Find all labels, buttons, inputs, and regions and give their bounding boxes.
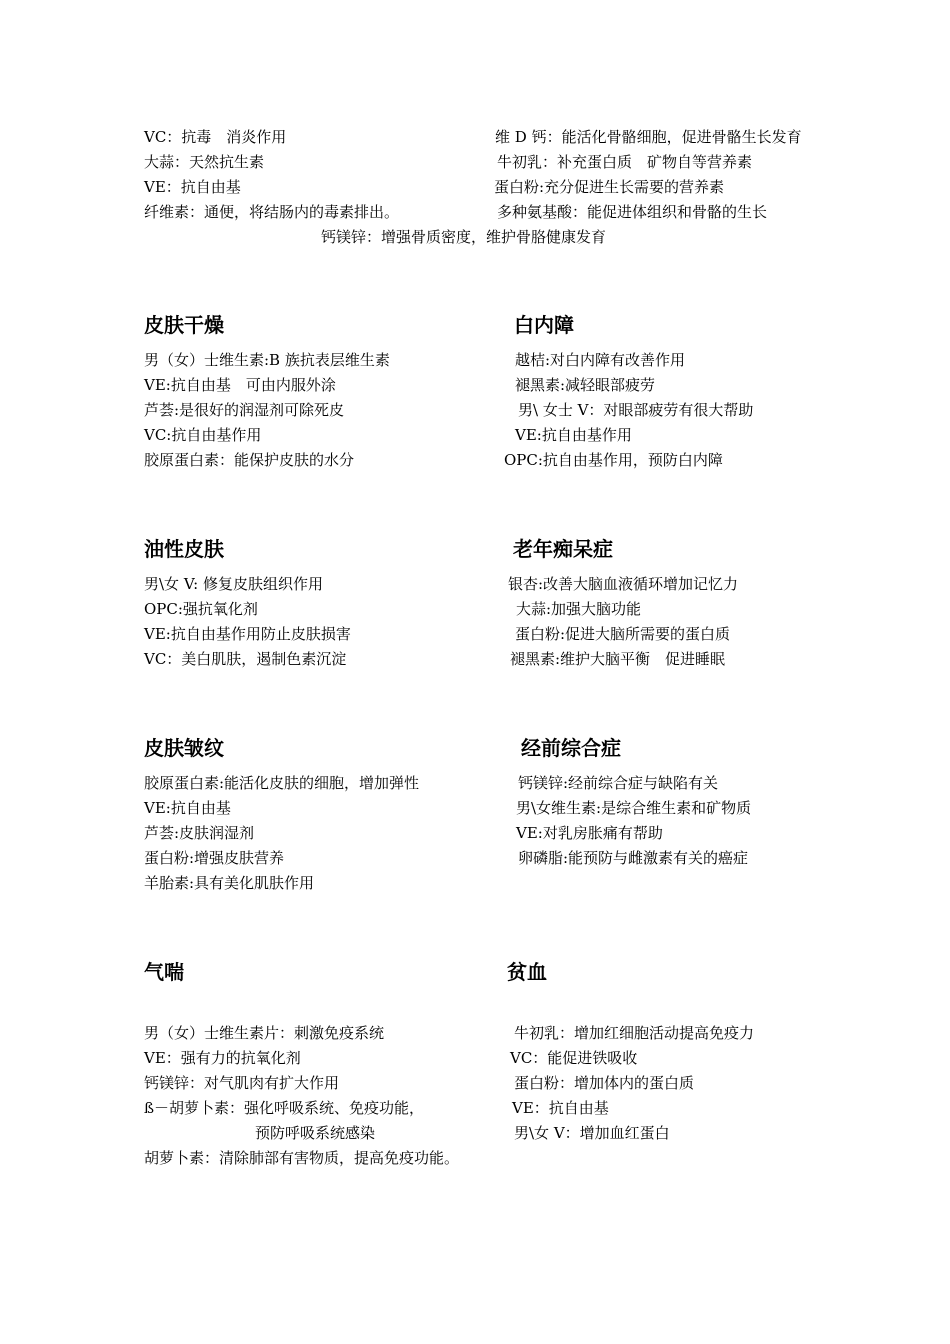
section-line: 胶原蛋白素：能保护皮肤的水分 — [144, 451, 355, 469]
section-heading: 白内障 — [514, 313, 574, 337]
section-line: 蛋白粉:促进大脑所需要的蛋白质 — [515, 625, 731, 643]
section-line: VE:对乳房胀痛有帮助 — [516, 824, 663, 842]
section-line: ß－胡萝卜素：强化呼吸系统、免疫功能， — [144, 1099, 425, 1117]
section-line: OPC:抗自由基作用，预防白内障 — [504, 451, 723, 469]
section-line: 大蒜:加强大脑功能 — [516, 600, 642, 618]
section-line: VC：美白肌肤，遏制色素沉淀 — [144, 650, 347, 668]
section-line: VC：能促进铁吸收 — [510, 1049, 638, 1067]
section-heading: 经前综合症 — [521, 736, 621, 760]
section-line: 男\女 V: 修复皮肤组织作用 — [144, 575, 323, 593]
intro-right-line: 维 D 钙：能活化骨骼细胞，促进骨骼生长发育 — [495, 128, 802, 146]
section-line: 蛋白粉:增强皮肤营养 — [144, 849, 285, 867]
section-line: 男（女）士维生素:B 族抗表层维生素 — [144, 351, 390, 369]
section-heading: 皮肤干燥 — [144, 313, 224, 337]
section-heading: 老年痴呆症 — [513, 537, 613, 561]
section-line: 羊胎素:具有美化肌肤作用 — [144, 874, 315, 892]
section-line: 牛初乳：增加红细胞活动提高免疫力 — [514, 1024, 755, 1042]
section-line: 钙镁锌：对气肌肉有扩大作用 — [144, 1074, 340, 1092]
intro-left-line: VE：抗自由基 — [144, 178, 241, 196]
section-line: 芦荟:是很好的润湿剂可除死皮 — [144, 401, 345, 419]
section-line: 芦荟:皮肤润湿剂 — [144, 824, 255, 842]
section-line: VE:抗自由基作用 — [515, 426, 632, 444]
intro-left-line: VC：抗毒 消炎作用 — [144, 128, 287, 146]
intro-right-line: 多种氨基酸：能促进体组织和骨骼的生长 — [497, 203, 768, 221]
section-line: 褪黑素:维护大脑平衡 促进睡眠 — [510, 650, 726, 668]
section-line: VE：强有力的抗氧化剂 — [144, 1049, 301, 1067]
section-line: VE：抗自由基 — [512, 1099, 609, 1117]
section-heading: 皮肤皱纹 — [144, 736, 224, 760]
section-line: 男\女 V：增加血红蛋白 — [514, 1124, 670, 1142]
intro-center-line: 钙镁锌：增强骨质密度，维护骨胳健康发育 — [321, 228, 607, 246]
section-heading: 气喘 — [144, 960, 184, 984]
section-line: VC:抗自由基作用 — [144, 426, 262, 444]
section-line: VE:抗自由基 可由内服外涂 — [144, 376, 336, 394]
section-line: VE:抗自由基 — [144, 799, 231, 817]
section-line: 越桔:对白内障有改善作用 — [515, 351, 686, 369]
section-line: OPC:强抗氧化剂 — [144, 600, 258, 618]
intro-right-line: 牛初乳：补充蛋白质 矿物自等营养素 — [497, 153, 753, 171]
section-line: 男（女）士维生素片：刺激免疫系统 — [144, 1024, 385, 1042]
section-line: VE:抗自由基作用防止皮肤损害 — [144, 625, 351, 643]
section-line: 褪黑素:减轻眼部疲劳 — [515, 376, 656, 394]
section-heading: 贫血 — [507, 960, 547, 984]
intro-right-line: 蛋白粉:充分促进生长需要的营养素 — [494, 178, 725, 196]
section-line: 男\女维生素:是综合维生素和矿物质 — [516, 799, 752, 817]
section-line: 银杏:改善大脑血液循环增加记忆力 — [508, 575, 739, 593]
section-line: 钙镁锌:经前综合症与缺陷有关 — [518, 774, 719, 792]
section-line: 预防呼吸系统感染 — [255, 1124, 376, 1142]
section-line: 卵磷脂:能预防与雌激素有关的癌症 — [518, 849, 749, 867]
intro-left-line: 大蒜：天然抗生素 — [144, 153, 265, 171]
section-line: 男\ 女士 V：对眼部疲劳有很大帮助 — [518, 401, 754, 419]
section-line: 胶原蛋白素:能活化皮肤的细胞，增加弹性 — [144, 774, 420, 792]
section-heading: 油性皮肤 — [144, 537, 224, 561]
intro-left-line: 纤维素：通便，将结肠内的毒素排出。 — [144, 203, 400, 221]
section-line: 胡萝卜素：清除肺部有害物质，提高免疫功能。 — [144, 1149, 460, 1167]
section-line: 蛋白粉：增加体内的蛋白质 — [514, 1074, 695, 1092]
